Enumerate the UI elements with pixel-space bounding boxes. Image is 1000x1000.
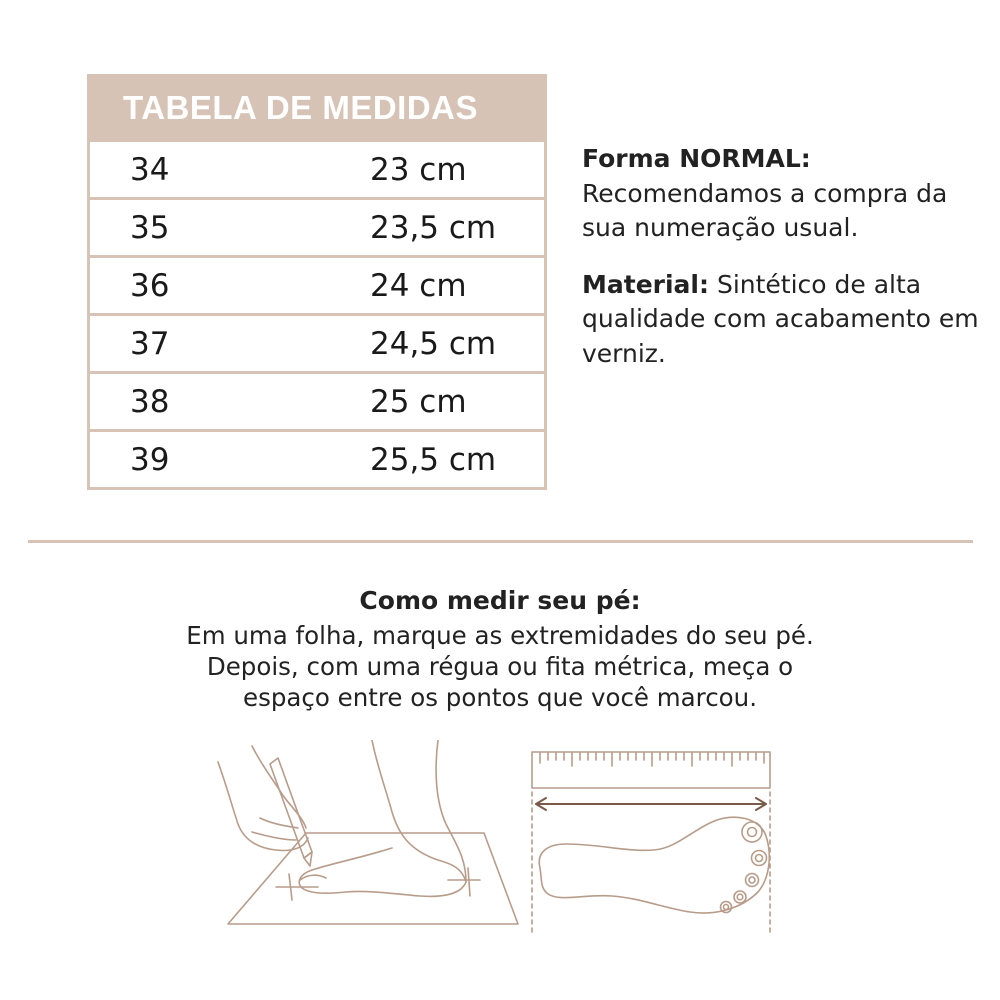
size-cell: 36	[130, 267, 170, 304]
measuring-illustration	[0, 740, 1000, 945]
material-label: Material:	[582, 269, 709, 299]
length-cell: 25 cm	[370, 383, 467, 420]
measurement-arrow-icon	[536, 798, 766, 810]
how-line: Em uma folha, marque as extremidades do seu pé.	[186, 621, 814, 650]
form-label: Forma NORMAL:	[582, 144, 811, 173]
size-cell: 37	[130, 325, 170, 362]
section-divider	[28, 540, 973, 543]
leg-left-outline	[372, 740, 466, 882]
size-cell: 39	[130, 441, 170, 478]
size-cell: 35	[130, 209, 170, 246]
table-row	[90, 197, 544, 255]
paper-sheet	[228, 833, 518, 924]
length-cell: 24 cm	[370, 267, 467, 304]
table-row	[90, 313, 544, 371]
length-cell: 25,5 cm	[370, 441, 497, 478]
ruler-body	[532, 752, 770, 788]
size-table	[87, 74, 547, 490]
table-row	[90, 255, 544, 313]
size-cell: 38	[130, 383, 170, 420]
product-info	[582, 142, 982, 371]
toes-outline	[300, 875, 326, 880]
how-title: Como medir seu pé:	[359, 586, 641, 615]
how-line: Depois, com uma régua ou fita métrica, meça o	[206, 652, 794, 681]
material-paragraph	[582, 268, 982, 372]
form-text: Recomendamos a compra da sua numeração usual.	[582, 178, 948, 242]
size-cell: 34	[130, 151, 170, 188]
hand-outline	[218, 762, 308, 851]
size-table-title: TABELA DE MEDIDAS	[90, 77, 544, 139]
heel-mark	[468, 868, 470, 896]
finger-outline	[252, 832, 296, 840]
length-cell: 23 cm	[370, 151, 467, 188]
pencil-tip	[304, 852, 312, 866]
how-to-measure	[0, 586, 1000, 713]
table-row	[90, 139, 544, 197]
ruler-ticks	[540, 752, 764, 766]
material-text: Sintético de alta qualidade com acabamento em verniz.	[582, 269, 979, 368]
ruler-icon	[532, 752, 770, 788]
how-line: espaço entre os pontos que você marcou.	[243, 683, 757, 712]
guide-lines	[532, 792, 770, 932]
table-row	[90, 429, 544, 487]
foot-outline	[299, 848, 466, 896]
length-cell: 24,5 cm	[370, 325, 497, 362]
length-cell: 23,5 cm	[370, 209, 497, 246]
form-paragraph	[582, 142, 982, 246]
table-row	[90, 371, 544, 429]
foot-on-paper-icon	[218, 740, 518, 924]
footprint-icon	[539, 817, 769, 913]
